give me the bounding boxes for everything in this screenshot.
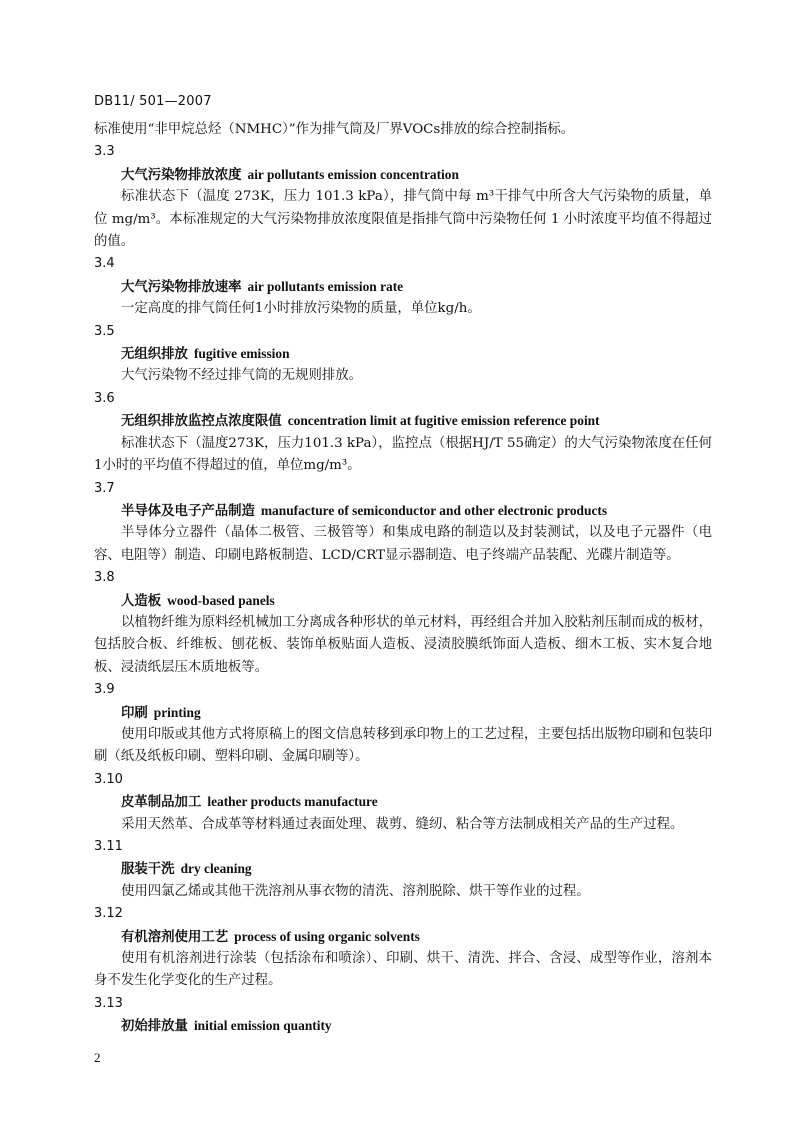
- term-english: air pollutants emission concentration: [247, 166, 459, 182]
- term-english: manufacture of semiconductor and other electronic products: [260, 502, 608, 518]
- section-term: [94, 1015, 712, 1037]
- section-entry: [94, 679, 712, 769]
- term-english: dry cleaning: [180, 861, 252, 877]
- section-number: 3.8: [94, 570, 115, 586]
- section-definition: 半导体分立器件（晶体二极管、三极管等）和集成电路的制造以及封装测试，以及电子元器件（电容、电阻等）制造、印刷电路板制造、LCD/CRT显示器制造、电子终端产品装配、光碟片制造等。: [94, 525, 712, 563]
- intro-paragraph: 标准使用“非甲烷总烃（NMHC）”作为排气筒及厂界VOCs排放的综合控制指标。: [94, 122, 575, 137]
- section-term: [94, 702, 712, 724]
- section-number: 3.9: [94, 682, 115, 698]
- term-english: fugitive emission: [193, 346, 290, 362]
- section-definition: 一定高度的排气筒任何1小时排放污染物的质量，单位kg/h。: [121, 301, 481, 317]
- section-definition: 标准状态下（温度 273K，压力 101.3 kPa），排气筒中每 m³干排气中所含大气污染物的质量，单位 mg/m³。本标准规定的大气污染物排放浓度限值是指排气筒中污染物任何 1 小时浓度平均值不得超过的值。: [94, 189, 712, 250]
- section-term: [94, 926, 712, 948]
- section-definition: 使用四氯乙烯或其他干洗溶剂从事衣物的清洗、溶剂脱除、烘干等作业的过程。: [121, 883, 590, 899]
- section-entry: [94, 478, 712, 568]
- section-number: 3.11: [94, 839, 123, 854]
- section-number: 3.12: [94, 906, 123, 922]
- section-term: [94, 791, 712, 813]
- section-number: 3.4: [94, 256, 115, 272]
- term-chinese: 无组织排放: [121, 346, 188, 363]
- section-entry: [94, 567, 712, 679]
- section-definition: 标准状态下（温度273K，压力101.3 kPa），监控点（根据HJ/T 55确定）的大气污染物浓度在任何1小时的平均值不得超过的值，单位mg/m³。: [94, 435, 712, 474]
- section-number: 3.5: [94, 323, 115, 339]
- section-number: 3.6: [94, 390, 115, 406]
- section-number: 3.3: [94, 144, 115, 160]
- section-term: [94, 164, 712, 186]
- section-entry: [94, 253, 712, 320]
- section-number: 3.7: [94, 480, 115, 496]
- term-chinese: 大气污染物排放浓度: [121, 166, 242, 183]
- term-english: wood-based panels: [167, 592, 275, 608]
- term-english: process of using organic solvents: [234, 928, 420, 944]
- term-chinese: 皮革制品加工: [121, 794, 202, 811]
- term-english: initial emission quantity: [193, 1018, 332, 1034]
- term-english: printing: [153, 704, 201, 720]
- term-english: concentration limit at fugitive emission reference point: [287, 413, 600, 429]
- section-entry: [94, 321, 712, 388]
- section-term: [94, 590, 712, 612]
- term-chinese: 服装干洗: [121, 861, 175, 878]
- section-entry: [94, 141, 712, 253]
- standard-code-header: DB11/ 501—2007: [94, 94, 212, 109]
- section-definition: 使用印版或其他方式将原稿上的图文信息转移到承印物上的工艺过程，主要包括出版物印刷和包装印刷（纸及纸板印刷、塑料印刷、金属印刷等）。: [94, 726, 712, 765]
- section-definition: 采用天然革、合成革等材料通过表面处理、裁剪、缝纫、粘合等方法制成相关产品的生产过程。: [121, 816, 684, 832]
- section-definition: 使用有机溶剂进行涂装（包括涂布和喷涂）、印刷、烘干、清洗、拌合、含浸、成型等作业，溶剂本身不发生化学变化的生产过程。: [94, 951, 712, 989]
- term-chinese: 大气污染物排放速率: [121, 278, 242, 295]
- section-entry: [94, 993, 712, 1038]
- term-english: leather products manufacture: [207, 794, 378, 810]
- sections-list: [94, 141, 712, 1037]
- page-number: 2: [94, 1050, 101, 1065]
- term-chinese: 初始排放量: [121, 1018, 188, 1035]
- section-term: [94, 410, 712, 432]
- section-term: [94, 276, 712, 298]
- term-chinese: 有机溶剂使用工艺: [121, 928, 229, 945]
- section-number: 3.10: [94, 771, 123, 787]
- term-chinese: 无组织排放监控点浓度限值: [121, 413, 282, 430]
- term-chinese: 半导体及电子产品制造: [121, 502, 255, 519]
- term-chinese: 印刷: [121, 704, 148, 721]
- section-definition: 大气污染物不经过排气筒的无规则排放。: [121, 368, 363, 384]
- document-body: [94, 119, 712, 1038]
- term-chinese: 人造板: [121, 592, 162, 609]
- section-entry: [94, 903, 712, 993]
- section-definition: 以植物纤维为原料经机械加工分离成各种形状的单元材料，再经组合并加入胶粘剂压制而成的板材，包括胶合板、纤维板、刨花板、装饰单板贴面人造板、浸渍胶膜纸饰面人造板、细木工板、实木复合地板、浸渍纸层压木质地板等。: [94, 614, 712, 675]
- term-english: air pollutants emission rate: [247, 278, 404, 294]
- section-entry: [94, 388, 712, 478]
- section-entry: [94, 769, 712, 836]
- section-entry: [94, 836, 712, 903]
- section-term: [94, 858, 712, 880]
- section-number: 3.13: [94, 995, 123, 1011]
- section-term: [94, 500, 712, 522]
- section-term: [94, 343, 712, 365]
